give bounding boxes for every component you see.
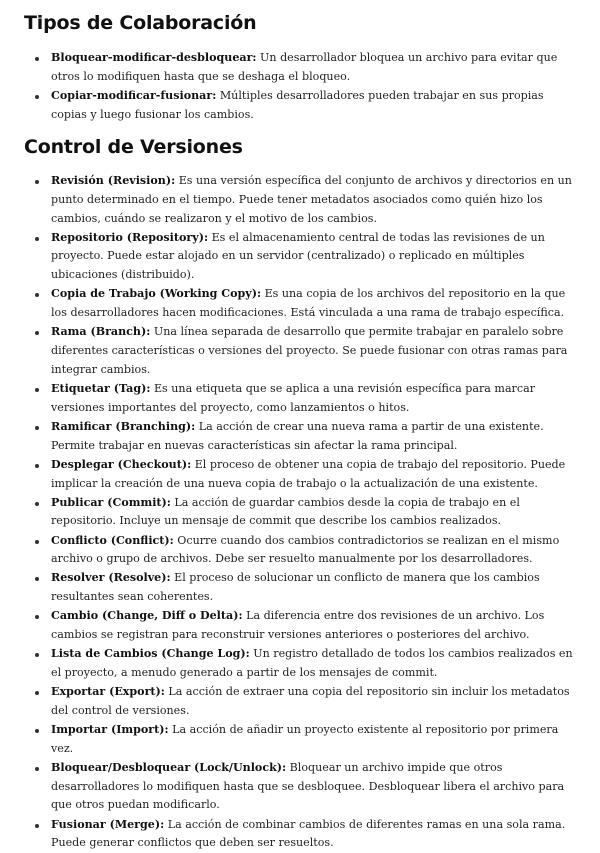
definition: La acción de crear una nueva rama a partir de una existente. Permite trabajar en nuevas características sin afectar la rama principal. bbox=[51, 419, 544, 452]
term: Desplegar (Checkout): bbox=[51, 457, 192, 471]
list-item bbox=[24, 285, 576, 323]
term: Etiquetar (Tag): bbox=[51, 381, 151, 395]
definition: El proceso de solucionar un conflicto de manera que los cambios resultantes sean coherentes. bbox=[51, 571, 540, 604]
term: Rama (Branch): bbox=[51, 325, 151, 339]
list-item bbox=[24, 683, 576, 721]
section-heading-version-control: Control de Versiones bbox=[24, 136, 243, 158]
list-item bbox=[24, 494, 576, 532]
definition: La acción de extraer una copia del repositorio sin incluir los metadatos del control de versiones. bbox=[51, 685, 570, 717]
list-item bbox=[24, 229, 576, 285]
term: Copia de Trabajo (Working Copy): bbox=[51, 287, 262, 301]
definition: Es una copia de los archivos del repositorio en la que los desarrolladores hacen modificaciones. Está vinculada a una rama de trabajo específica. bbox=[51, 287, 566, 320]
definition: Múltiples desarrolladores pueden trabajar en sus propias copias y luego fusionar los cambios. bbox=[51, 88, 544, 121]
term: Publicar (Commit): bbox=[51, 495, 171, 509]
list-item bbox=[24, 380, 576, 418]
term: Copiar-modificar-fusionar: bbox=[51, 88, 217, 102]
definition: Es una versión específica del conjunto de archivos y directorios en un punto determinado en el tiempo. Puede tener metadatos asociados como quién hizo los cambios, cuándo se realizaron y el motivo de los cambios. bbox=[51, 174, 572, 225]
list-item bbox=[24, 569, 576, 607]
term: Conflicto (Conflict): bbox=[51, 533, 174, 547]
definition: Un desarrollador bloquea un archivo para evitar que otros lo modifiquen hasta que se deshaga el bloqueo. bbox=[51, 51, 558, 83]
term: Lista de Cambios (Change Log): bbox=[51, 647, 250, 661]
definition: La acción de guardar cambios desde la copia de trabajo en el repositorio. Incluye un mensaje de commit que describe los cambios realizados. bbox=[51, 495, 520, 528]
list-item bbox=[24, 645, 576, 683]
term: Bloquear/Desbloquear (Lock/Unlock): bbox=[51, 760, 287, 774]
list-item bbox=[24, 456, 576, 494]
definition: Es el almacenamiento central de todas las revisiones de un proyecto. Puede estar alojado en un servidor (centralizado) o replicado en múltiples ubicaciones (distribuido). bbox=[51, 230, 545, 282]
definition: Es una etiqueta que se aplica a una revisión específica para marcar versiones importantes del proyecto, como lanzamientos o hitos. bbox=[51, 381, 535, 414]
definition: La acción de combinar cambios de diferentes ramas en una sola rama. Puede generar conflictos que deben ser resueltos. bbox=[51, 817, 566, 850]
definition: Un registro detallado de todos los cambios realizados en el proyecto, a menudo generado a partir de los mensajes de commit. bbox=[51, 647, 573, 679]
term: Repositorio (Repository): bbox=[51, 230, 209, 244]
definition: El proceso de obtener una copia de trabajo del repositorio. Puede implicar la creación de una nueva copia de trabajo o la actualización de una existente. bbox=[51, 457, 566, 490]
term: Fusionar (Merge): bbox=[51, 817, 165, 831]
definition: Una línea separada de desarrollo que permite trabajar en paralelo sobre diferentes características o versiones del proyecto. Se puede fusionar con otras ramas para integrar cambios. bbox=[51, 325, 568, 376]
list-item bbox=[24, 49, 576, 87]
definition: La diferencia entre dos revisiones de un archivo. Los cambios se registran para reconstruir versiones anteriores o posteriores del archivo. bbox=[51, 609, 545, 642]
term: Importar (Import): bbox=[51, 722, 169, 736]
section-heading-collaboration: Tipos de Colaboración bbox=[24, 12, 257, 34]
definition: Bloquear un archivo impide que otros desarrolladores lo modifiquen hasta que se desbloquee. Desbloquear libera el archivo para que otros puedan modificarlo. bbox=[51, 760, 565, 812]
term: Resolver (Resolve): bbox=[51, 571, 171, 585]
version-control-list bbox=[24, 172, 576, 853]
term: Exportar (Export): bbox=[51, 685, 165, 699]
collaboration-list bbox=[24, 49, 576, 125]
list-item bbox=[24, 418, 576, 456]
term: Cambio (Change, Diff o Delta): bbox=[51, 609, 243, 623]
list-item bbox=[24, 759, 576, 815]
list-item bbox=[24, 87, 576, 125]
list-item bbox=[24, 607, 576, 645]
list-item bbox=[24, 323, 576, 379]
term: Ramificar (Branching): bbox=[51, 419, 196, 433]
definition: La acción de añadir un proyecto existente al repositorio por primera vez. bbox=[51, 722, 559, 755]
term: Revisión (Revision): bbox=[51, 174, 176, 187]
list-item bbox=[24, 532, 576, 570]
list-item bbox=[24, 172, 576, 228]
definition: Ocurre cuando dos cambios contradictorios se realizan en el mismo archivo o grupo de archivos. Debe ser resuelto manualmente por los desarrolladores. bbox=[51, 533, 560, 566]
list-item bbox=[24, 816, 576, 853]
list-item bbox=[24, 721, 576, 759]
term: Bloquear-modificar-desbloquear: bbox=[51, 51, 257, 64]
